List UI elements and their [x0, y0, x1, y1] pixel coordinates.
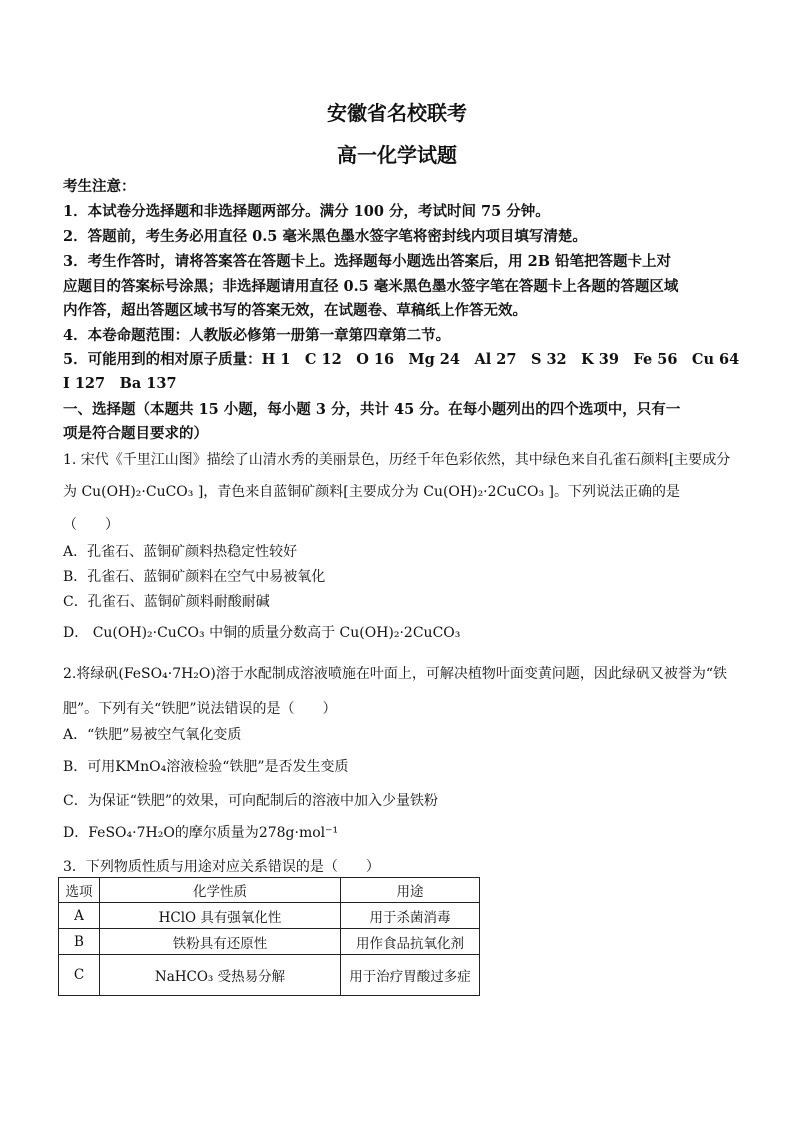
- q1-option-c: C．孔雀石、蓝铜矿颜料耐酸耐碱: [63, 594, 270, 610]
- property-text: 具有强氧化性: [196, 909, 282, 926]
- notice-line: 应题目的答案标号涂黑；非选择题请用直径 0.5 毫米黑色墨水签字笔在答题卡上各题的答题区域: [63, 278, 679, 295]
- table-cell-use: 用于治疗胃酸过多症: [341, 955, 480, 996]
- q1-text: 为: [63, 484, 77, 500]
- option-label: D．: [63, 625, 89, 641]
- formula: Cu(OH)₂·2CuCO₃: [339, 625, 461, 641]
- q1-stem-cont: [63, 481, 680, 501]
- q2-option-c: C．为保证“铁肥”的效果，可向配制后的溶液中加入少量铁粉: [63, 793, 439, 809]
- q2-text: 2.将绿矾(: [63, 666, 124, 682]
- notice-line: 2．答题前，考生务必用直径 0.5 毫米黑色墨水签字笔将密封线内项目填写清楚。: [63, 228, 587, 245]
- q1-formula-azurite: Cu(OH)₂·2CuCO₃: [423, 484, 545, 500]
- option-text: 中铜的质量分数高于: [209, 625, 336, 641]
- notice-line: I 127 Ba 137: [63, 375, 177, 392]
- notice-line: 3．考生作答时，请将答案答在答题卡上。选择题每小题选出答案后，用 2B 铅笔把答题卡上对: [63, 253, 672, 270]
- table-cell-use: 用于杀菌消毒: [341, 903, 480, 929]
- table-cell-option: B: [59, 929, 100, 955]
- formula: FeSO₄·7H₂O: [88, 825, 175, 841]
- table-header: 化学性质: [100, 878, 341, 903]
- option-label: D．: [63, 825, 89, 841]
- notice-heading: 考生注意：: [63, 178, 136, 195]
- table-header-row: [59, 878, 480, 903]
- q1-option-a: A．孔雀石、蓝铜矿颜料热稳定性较好: [63, 544, 298, 560]
- table-cell-property: [100, 955, 341, 996]
- notice-line: 内作答，超出答题区域书写的答案无效，在试题卷、草稿纸上作答无效。: [63, 302, 527, 319]
- q1-text: ]，青色来自蓝铜矿颜料[主要成分为: [197, 484, 419, 500]
- table-cell-option: A: [59, 903, 100, 929]
- table-cell-property: [100, 903, 341, 929]
- table-row: [59, 929, 480, 955]
- q1-formula-malachite: Cu(OH)₂·CuCO₃: [81, 484, 194, 500]
- section-heading-cont: 项是符合题目要求的）: [63, 425, 208, 442]
- section-heading: 一、选择题（本题共 15 小题，每小题 3 分，共计 45 分。在每小题列出的四个选项中，只有一: [63, 401, 681, 418]
- table-cell-use: 用作食品抗氧化剂: [341, 929, 480, 955]
- option-text: 溶液检验“铁肥”是否发生变质: [166, 759, 349, 775]
- formula: FeSO₄·7H₂O: [123, 666, 211, 682]
- q2-stem: [63, 663, 727, 683]
- property-text: 受热易分解: [213, 969, 286, 985]
- formula: HClO: [158, 909, 197, 926]
- q2-text: )溶于水配制成溶液喷施在叶面上，可解决植物叶面变黄问题，因此绿矾又被誉为“铁: [210, 666, 728, 682]
- exam-title: 安徽省名校联考: [327, 101, 467, 125]
- q1-option-b: B．孔雀石、蓝铜矿颜料在空气中易被氧化: [63, 569, 326, 585]
- q2-option-b: [63, 756, 349, 776]
- table-row: [59, 903, 480, 929]
- q2-option-a: A．“铁肥”易被空气氧化变质: [63, 727, 242, 743]
- q1-blank: （ ）: [63, 517, 119, 533]
- q3-options-table: [58, 877, 480, 996]
- q2-option-d: [63, 822, 338, 842]
- table-row: [59, 955, 480, 996]
- q1-option-d: [63, 622, 460, 642]
- table-header: 选项: [59, 878, 100, 903]
- notice-line: 1．本试卷分选择题和非选择题两部分。满分 100 分，考试时间 75 分钟。: [63, 203, 550, 220]
- notice-line: 5．可能用到的相对原子质量：H 1 C 12 O 16 Mg 24 Al 27 S 32 K 39 Fe 56 Cu 64: [63, 351, 740, 368]
- q1-stem: 1. 宋代《千里江山图》描绘了山清水秀的美丽景色，历经千年色彩依然，其中绿色来自孔雀石颜料[主要成分: [63, 452, 731, 468]
- q1-text: ]。下列说法正确的是: [548, 484, 680, 500]
- formula: KMnO₄: [115, 759, 167, 775]
- formula: 278g·mol⁻¹: [258, 825, 339, 841]
- q3-stem: 3．下列物质性质与用途对应关系错误的是（ ）: [63, 859, 380, 875]
- formula: Cu(OH)₂·CuCO₃: [92, 625, 205, 641]
- table-header: 用途: [341, 878, 480, 903]
- formula: NaHCO₃: [154, 969, 214, 985]
- property-text: 铁粉具有还原性: [172, 935, 268, 952]
- q2-stem-cont: 肥”。下列有关“铁肥”说法错误的是（ ）: [63, 701, 337, 717]
- exam-subtitle: 高一化学试题: [337, 143, 457, 167]
- table-cell-property: [100, 929, 341, 955]
- option-text: B．可用: [63, 759, 116, 775]
- option-text: 的摩尔质量为: [174, 825, 259, 841]
- notice-line: 4．本卷命题范围：人教版必修第一册第一章第四章第二节。: [63, 327, 451, 344]
- table-cell-option: C: [59, 955, 100, 996]
